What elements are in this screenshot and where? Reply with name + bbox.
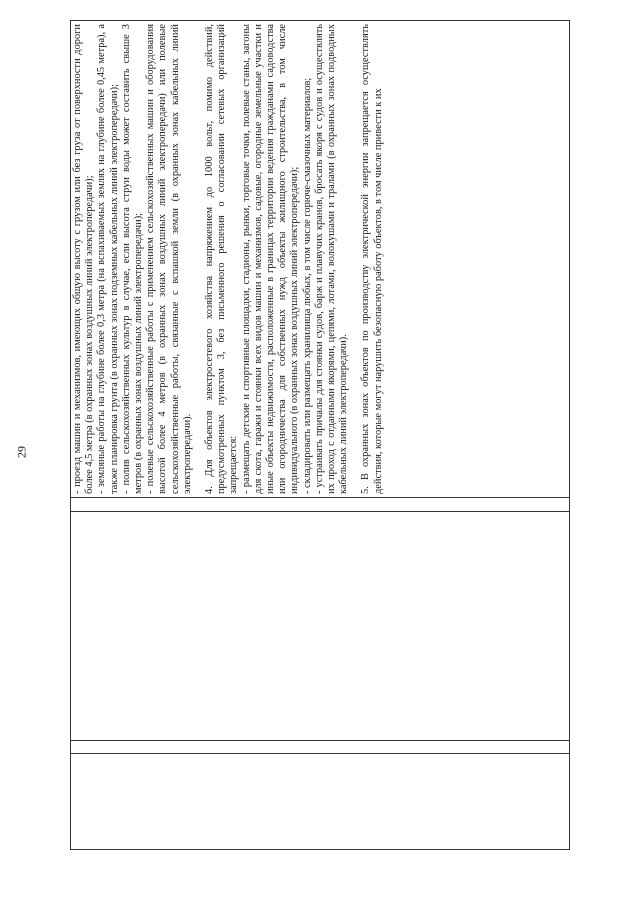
table-cell-empty: [71, 754, 570, 850]
paragraph: 5. В охранных зонах объектов по производству электрической энергии запрещается осуществлять действия, которые могут нарушить безопасную работу объектов, в том числе привести к их: [360, 24, 384, 494]
paragraph: - проезд машин и механизмов, имеющих общую высоту с грузом или без груза от поверхности дороги более 4,5 метра (в охранных зонах воздушных линий электропередачи);: [72, 24, 96, 494]
paragraph: - устраивать причалы для стоянки судов, барж и плавучих кранов, бросать якоря с судов и осуществлять их проход с отданными якорями, цепями, лотами, волокушами и тралами (в охранных зонах подводных кабельных линий электропередачи).: [313, 24, 350, 494]
table-cell-empty: [71, 498, 570, 512]
table-cell-empty: [71, 741, 570, 754]
restrictions-text-cell: [71, 21, 570, 498]
paragraph: - полевые сельскохозяйственные работы с применением сельскохозяйственных машин и оборудования высотой более 4 метров (в охранных зонах воздушных линий электропередачи) или полевые сельскохозяйственные работы, связанные с вспашкой земли (в охранных зонах кабельных линий электропередачи).: [145, 24, 193, 494]
paragraph: - размещать детские и спортивные площадки, стадионы, рынки, торговые точки, полевые станы, загоны для скота, гаражи и стоянки всех видов машин и механизмов, садовые, огородные земельные участки и иные объекты недвижимости, расположенные в границах территории ведения гражданами садоводства или огородничества для собственных нужд объекты жилищного строительства, в том числе индивидуального (в охранных зонах воздушных линий электропередачи);: [240, 24, 301, 494]
rotated-page: [70, 24, 570, 850]
paragraph: - земляные работы на глубине более 0,3 метра (на вспахиваемых землях на глубине более 0,45 метра), а также планировка грунта (в охранных зонах подземных кабельных линий электропередачи);: [96, 24, 120, 494]
paragraph: 4. Для объектов электросетевого хозяйства напряжением до 1000 вольт, помимо действий, предусмотренных пунктом 3, без письменного решения о согласовании сетевых организаций запрещается:: [204, 24, 240, 494]
spacer: [350, 24, 360, 494]
spacer: [194, 24, 204, 494]
document-table: [70, 20, 570, 850]
table-row: [71, 21, 570, 850]
landscape-page: [70, 24, 570, 850]
paragraph: - полив сельскохозяйственных культур в случае, если высота струи воды может составить свыше 3 метров (в охранных зонах воздушных линий электропередачи);: [120, 24, 145, 494]
paragraph: - складировать или размещать хранилища любых, в том числе горюче-смазочных материалов;: [301, 77, 313, 494]
table-cell-empty: [71, 512, 570, 741]
page-number: 29: [14, 446, 29, 458]
